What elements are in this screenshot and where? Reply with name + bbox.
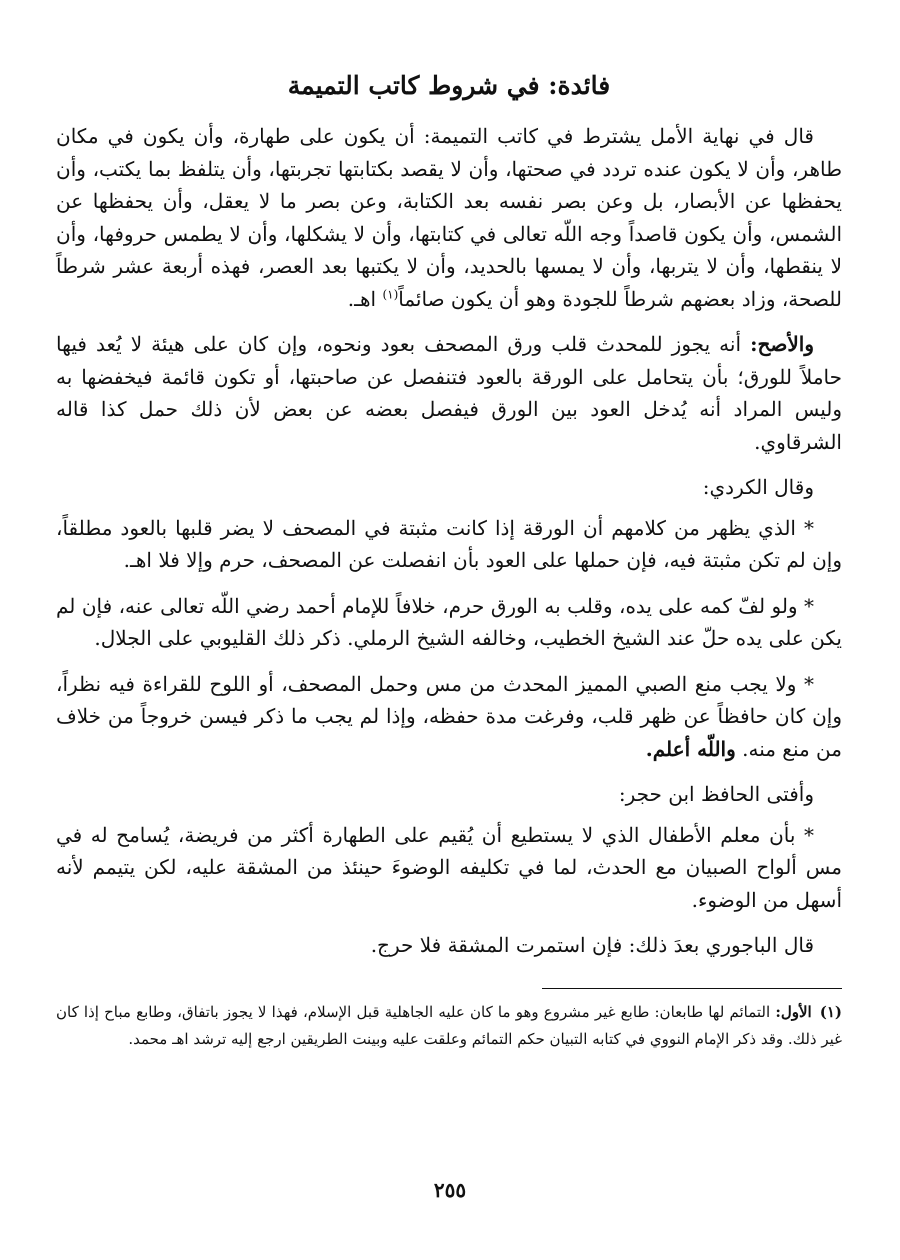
footnote xyxy=(56,999,842,1053)
paragraph-sleeve: * ولو لفّ كمه على يده، وقلب به الورق حرم، خلافاً للإمام أحمد رضي اللّه تعالى عنه، فإن لم يكن على يده حلّ عند الشيخ الخطيب، وخالفه الشيخ الرملي. ذكر ذلك القليوبي على الجلال. xyxy=(56,593,842,650)
paragraph-lead: والأصح: xyxy=(750,332,814,356)
footnote-divider xyxy=(542,988,842,989)
paragraph-bajuri: قال الباجوري بعدَ ذلك: فإن استمرت المشقة فلا حرج. xyxy=(370,933,814,957)
paragraph-kurdi-ruling: * الذي يظهر من كلامهم أن الورقة إذا كانت مثبتة في المصحف لا يضر قلبها بالعود مطلقاً، وإن لم تكن مثبتة فيه، فإن حملها على العود بأن انفصلت عن المصحف، حرم وإلا فلا اهـ. xyxy=(56,515,842,572)
paragraph-teacher: * بأن معلم الأطفال الذي لا يستطيع أن يُقيم على الطهارة أكثر من فريضة، يُسامح له في مس ألواح الصبيان مع الحدث، لما في تكليفه الوضوءَ حينئذ من المشقة عليه، لكن يتيمم لأنه أسهل من الوضوء. xyxy=(56,822,842,912)
paragraph-text: * ولا يجب منع الصبي المميز المحدث من مس وحمل المصحف، أو اللوح للقراءة فيه نظراً، وإن كان حافظاً عن ظهر قلب، وفرغت مدة حفظه، وإذا لم يجب ما ذكر فيسن خروجاً من خلاف من منع منه. xyxy=(56,671,842,761)
paragraph-end: اهـ. xyxy=(347,286,383,311)
paragraph-text: أنه يجوز للمحدث قلب ورق المصحف بعود ونحوه، وإن كان على هيئة لا يُعد فيها حاملاً للورق؛ بأن يتحامل على الورقة بالعود فتنفصل عن صاحبتها، أو تكون قائمة فيخفضها به وليس المراد أنه يُدخل العود بين الورق فيفصل بعضه عن بعض لأن ذلك حمل كذا قاله الشرقاوي. xyxy=(56,332,842,454)
footnote-number: (١) xyxy=(819,1002,842,1021)
paragraph-text: قال في نهاية الأمل يشترط في كاتب التميمة: أن يكون على طهارة، وأن يكون في مكان طاهر، وأن لا يكون عنده تردد في صحتها، وأن لا يقصد بكتابتها تجربتها، وأن يتلفظ بما يكتب، وأن يحفظها عن الأبصار، بل وعن بصر نفسه بعد الكتابة، وعن بصر ما لا يعقل، وأن يحفظها عن الشمس، وأن يكون قاصداً وجه اللّه تعالى في كتابتها، وأن لا يشكلها، وأن لا يطمس حروفها، وأن لا ينقطها، وأن لا يتربها، وأن لا يمسها بالحديد، وأن لا يكتبها بعد العصر، فهذه أربعة عشر شرطاً للصحة، وزاد بعضهم شرطاً للجودة وهو أن يكون صائماً xyxy=(56,124,842,311)
paragraph-asah xyxy=(56,328,842,458)
paragraph-closing: واللّه أعلم. xyxy=(645,736,736,761)
paragraph-child xyxy=(56,668,842,766)
paragraph-conditions xyxy=(56,120,842,315)
footnote-text: التمائم لها طابعان: طابع غير مشروع وهو ما كان عليه الجاهلية قبل الإسلام، فهذا لا يجوز باتفاق، وطابع مباح إذا كان غير ذلك. وقد ذكر الإمام النووي في كتابه التبيان حكم التمائم وعلقت عليه وبينت الطريقين ارجع إليه ترشد اهـ محمد. xyxy=(56,1002,842,1048)
footnote-lead: الأول: xyxy=(775,1002,812,1021)
paragraph-kurdi-intro: وقال الكردي: xyxy=(702,475,814,499)
paragraph-ibn-hajar-intro: وأفتى الحافظ ابن حجر: xyxy=(618,782,814,806)
footnote-reference[interactable]: (١) xyxy=(382,286,399,301)
page-number: ٢٥٥ xyxy=(433,1178,467,1202)
page-title: فائدة: في شروط كاتب التميمة xyxy=(287,71,611,100)
